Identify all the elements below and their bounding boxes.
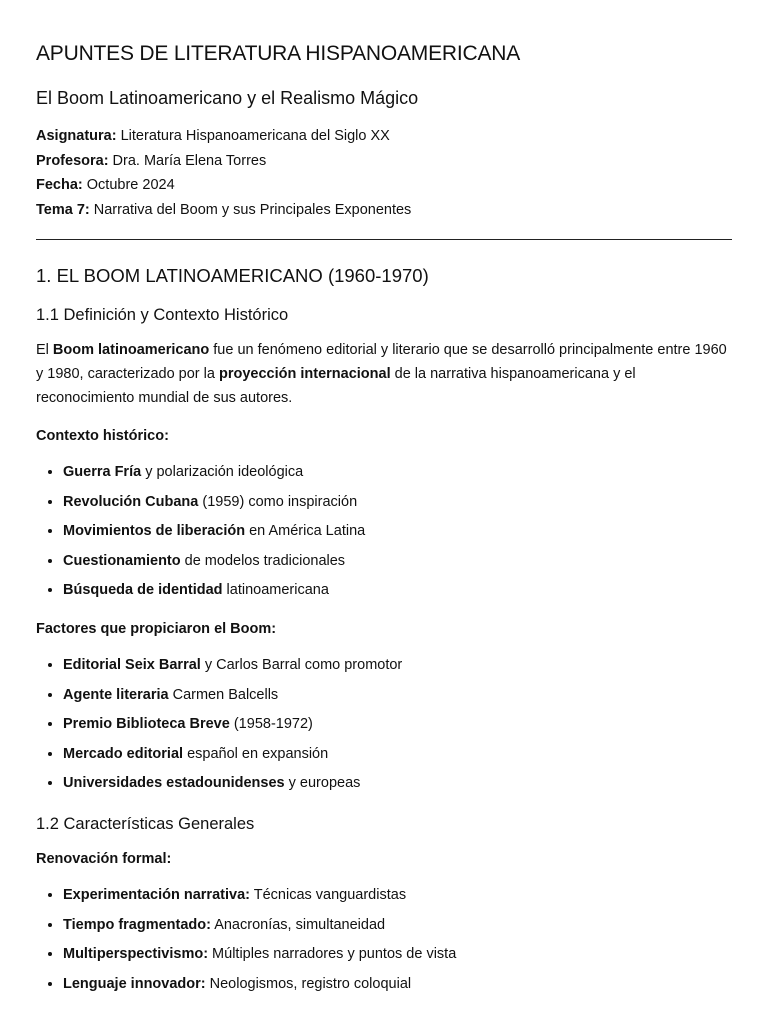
meta-date bbox=[36, 173, 411, 198]
meta-value: Dra. María Elena Torres bbox=[108, 152, 267, 169]
list-item bbox=[63, 580, 365, 610]
list-item bbox=[63, 551, 365, 581]
text-run: (1958-1972) bbox=[229, 716, 313, 733]
bold-run: proyección internacional bbox=[218, 366, 391, 382]
bold-run: Editorial Seix Barral bbox=[63, 657, 201, 673]
horizontal-divider bbox=[36, 239, 732, 240]
document-title: APUNTES DE LITERATURA HISPANOAMERICANA bbox=[36, 42, 521, 65]
subsection-heading-characteristics: 1.2 Características Generales bbox=[36, 815, 255, 833]
bold-run: Movimientos de liberación bbox=[63, 523, 246, 540]
text-run: fue un fenómeno editorial y literario que se desarrolló principalmente entre 1960 y 1980, caracterizado por la bbox=[36, 342, 727, 382]
text-run: (1959) como inspiración bbox=[198, 493, 358, 510]
bold-run: Búsqueda de identidad bbox=[63, 582, 223, 599]
renovation-list bbox=[36, 885, 456, 1003]
list-item bbox=[63, 521, 365, 551]
list-item bbox=[63, 492, 365, 522]
list-item bbox=[63, 915, 456, 945]
subsection-heading-definition: 1.1 Definición y Contexto Histórico bbox=[36, 306, 289, 324]
text-run: Múltiples narradores y puntos de vista bbox=[208, 946, 457, 963]
text-run: Carmen Balcells bbox=[168, 686, 279, 703]
meta-label: Tema 7: bbox=[36, 201, 90, 218]
bold-run: Boom latinoamericano bbox=[52, 342, 210, 358]
document-subtitle: El Boom Latinoamericano y el Realismo Mágico bbox=[36, 88, 419, 108]
list-item bbox=[63, 885, 456, 915]
meta-subject bbox=[36, 124, 411, 149]
context-label: Contexto histórico: bbox=[36, 428, 169, 444]
bold-run: Mercado editorial bbox=[63, 745, 184, 762]
bold-run: Premio Biblioteca Breve bbox=[63, 716, 230, 733]
meta-label: Asignatura: bbox=[36, 128, 117, 144]
bold-run: Universidades estadounidenses bbox=[63, 775, 285, 792]
bold-run: Multiperspectivismo: bbox=[63, 946, 209, 963]
bold-run: Cuestionamiento bbox=[63, 552, 181, 569]
text-run: y polarización ideológica bbox=[141, 464, 304, 480]
text-run: español en expansión bbox=[183, 745, 329, 762]
meta-professor bbox=[36, 149, 411, 174]
text-run: latinoamericana bbox=[222, 582, 329, 599]
text-run: Neologismos, registro coloquial bbox=[205, 975, 412, 992]
list-item bbox=[63, 685, 402, 715]
factors-list bbox=[36, 655, 402, 803]
list-item bbox=[63, 944, 456, 974]
context-list bbox=[36, 462, 365, 610]
bold-run: Tiempo fragmentado: bbox=[63, 916, 211, 933]
list-item bbox=[63, 744, 402, 774]
meta-value: Literatura Hispanoamericana del Siglo XX bbox=[116, 128, 390, 144]
list-item bbox=[63, 462, 365, 492]
text-run: y Carlos Barral como promotor bbox=[200, 657, 403, 673]
definition-paragraph bbox=[36, 338, 736, 410]
meta-label: Profesora: bbox=[36, 152, 109, 169]
list-item bbox=[63, 714, 402, 744]
text-run: El bbox=[36, 342, 53, 358]
bold-run: Revolución Cubana bbox=[63, 493, 199, 510]
factors-label: Factores que propiciaron el Boom: bbox=[36, 621, 277, 637]
bold-run: Experimentación narrativa: bbox=[63, 887, 250, 903]
bold-run: Agente literaria bbox=[63, 686, 169, 703]
meta-label: Fecha: bbox=[36, 177, 83, 193]
text-run: de la narrativa hispanoamericana y el reconocimiento mundial de sus autores. bbox=[36, 366, 636, 406]
bold-run: Guerra Fría bbox=[63, 464, 142, 480]
metadata-block bbox=[36, 124, 411, 222]
meta-value: Octubre 2024 bbox=[82, 177, 175, 193]
renovation-label: Renovación formal: bbox=[36, 851, 172, 867]
list-item bbox=[63, 974, 456, 1004]
bold-run: Lenguaje innovador: bbox=[63, 975, 206, 992]
text-run: de modelos tradicionales bbox=[180, 552, 346, 569]
meta-topic bbox=[36, 198, 411, 223]
text-run: y europeas bbox=[284, 775, 361, 792]
text-run: Anacronías, simultaneidad bbox=[210, 916, 386, 933]
list-item bbox=[63, 773, 402, 803]
text-run: en América Latina bbox=[245, 523, 366, 540]
list-item bbox=[63, 655, 402, 685]
section-heading: 1. EL BOOM LATINOAMERICANO (1960-1970) bbox=[36, 265, 429, 286]
meta-value: Narrativa del Boom y sus Principales Exponentes bbox=[89, 201, 412, 218]
text-run: Técnicas vanguardistas bbox=[249, 887, 407, 903]
